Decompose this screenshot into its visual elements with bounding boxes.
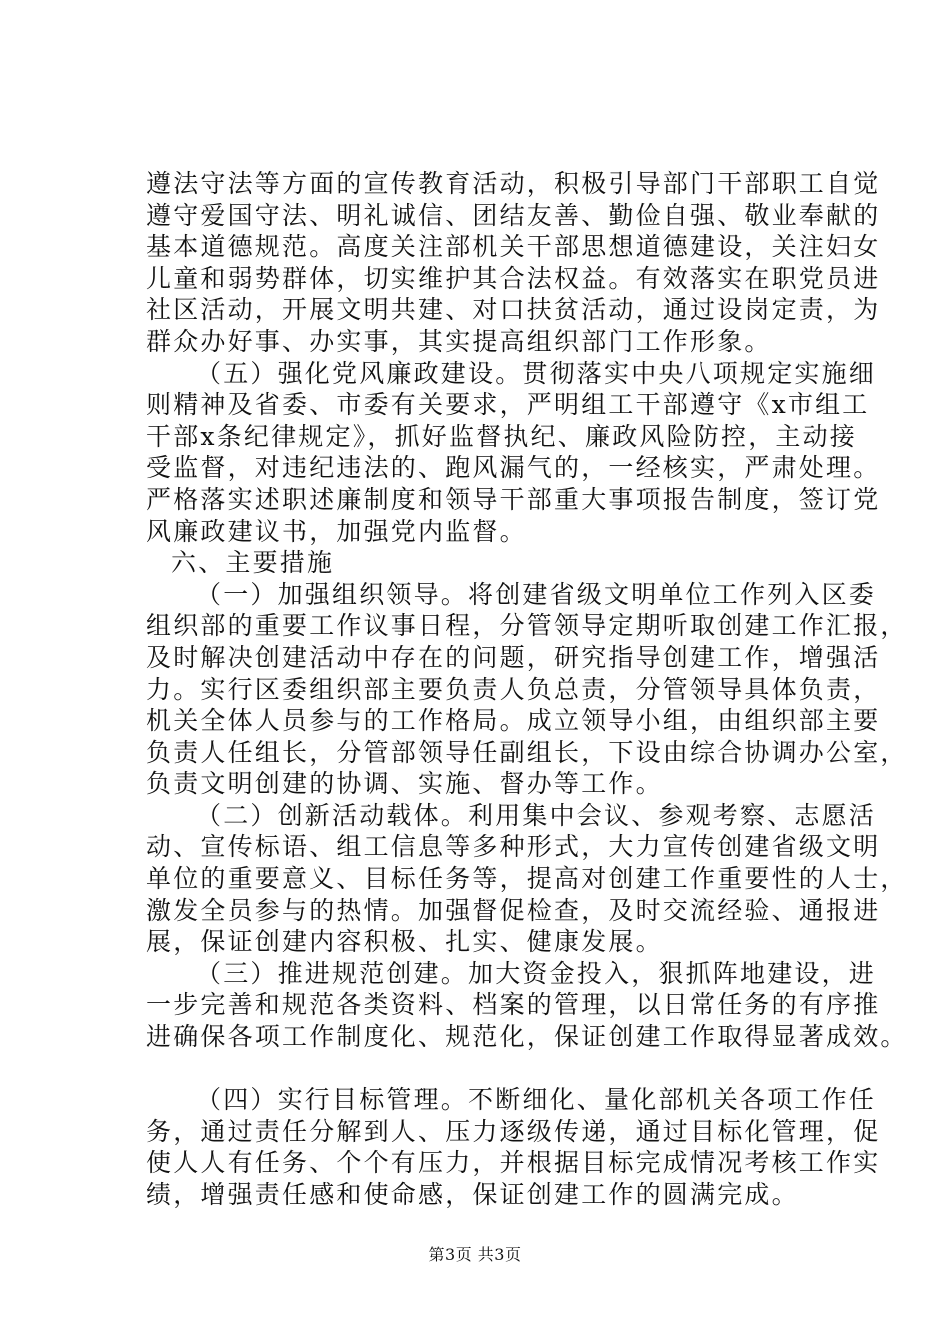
- text-line: （二）创新活动载体。利用集中会议、参观考察、志愿活: [196, 800, 877, 830]
- text-line: 遵法守法等方面的宣传教育活动，积极引导部门干部职工自觉: [146, 169, 881, 198]
- text-line: 儿童和弱势群体，切实维护其合法权益。有效落实在职党员进: [146, 263, 881, 293]
- text-line: 遵守爱国守法、明礼诚信、团结友善、勤俭自强、敬业奉献的: [146, 200, 881, 230]
- text-line: （一）加强组织领导。将创建省级文明单位工作列入区委: [196, 579, 877, 609]
- text-line: 及时解决创建活动中存在的问题，研究指导创建工作，增强活: [146, 642, 881, 672]
- text-line: 单位的重要意义、目标任务等，提高对创建工作重要性的人士，: [146, 864, 908, 894]
- text-line: 负责文明创建的协调、实施、督办等工作。: [146, 769, 663, 799]
- text-line: （三）推进规范创建。加大资金投入，狠抓阵地建设，进: [196, 958, 877, 988]
- blank-line: [146, 1053, 836, 1085]
- text-line: 六、主要措施: [171, 548, 335, 578]
- text-line: （四）实行目标管理。不断细化、量化部机关各项工作任: [196, 1085, 877, 1115]
- text-line: 展，保证创建内容积极、扎实、健康发展。: [146, 927, 663, 957]
- text-line: （五）强化党风廉政建设。贯彻落实中央八项规定实施细: [196, 358, 877, 388]
- text-line: 使人人有任务、个个有压力，并根据目标完成情况考核工作实: [146, 1148, 881, 1178]
- text-line: 激发全员参与的热情。加强督促检查，及时交流经验、通报进: [146, 895, 881, 925]
- text-line: 组织部的重要工作议事日程，分管领导定期听取创建工作汇报，: [146, 611, 908, 641]
- document-body: [146, 168, 908, 1211]
- text-line: 绩，增强责任感和使命感，保证创建工作的圆满完成。: [146, 1180, 799, 1209]
- text-line: 动、宣传标语、组工信息等多种形式，大力宣传创建省级文明: [146, 832, 881, 862]
- text-line: 机关全体人员参与的工作格局。成立领导小组，由组织部主要: [146, 706, 881, 736]
- text-line: 风廉政建议书，加强党内监督。: [146, 516, 527, 546]
- text-line: 干部x条纪律规定》，抓好监督执纪、廉政风险防控，主动接: [146, 421, 858, 451]
- text-line: 社区活动，开展文明共建、对口扶贫活动，通过设岗定责，为: [146, 295, 881, 325]
- text-line: 一步完善和规范各类资料、档案的管理，以日常任务的有序推: [146, 990, 881, 1020]
- text-line: 群众办好事、办实事，其实提高组织部门工作形象。: [146, 326, 772, 356]
- text-line: 务，通过责任分解到人、压力逐级传递，通过目标化管理，促: [146, 1116, 881, 1146]
- text-line: 受监督，对违纪违法的、跑风漏气的，一经核实，严肃处理。: [146, 453, 881, 483]
- text-line: 则精神及省委、市委有关要求，严明组工干部遵守《x市组工: [146, 390, 870, 420]
- page-footer: 第3页 共3页: [428, 1245, 522, 1264]
- text-line: 进确保各项工作制度化、规范化，保证创建工作取得显著成效。: [146, 1022, 908, 1052]
- text-line: 力。实行区委组织部主要负责人负总责，分管领导具体负责，: [146, 674, 881, 704]
- text-line: 基本道德规范。高度关注部机关干部思想道德建设，关注妇女: [146, 232, 881, 262]
- text-line: 负责人任组长，分管部领导任副组长，下设由综合协调办公室，: [146, 737, 908, 767]
- text-line: 严格落实述职述廉制度和领导干部重大事项报告制度，签订党: [146, 484, 881, 514]
